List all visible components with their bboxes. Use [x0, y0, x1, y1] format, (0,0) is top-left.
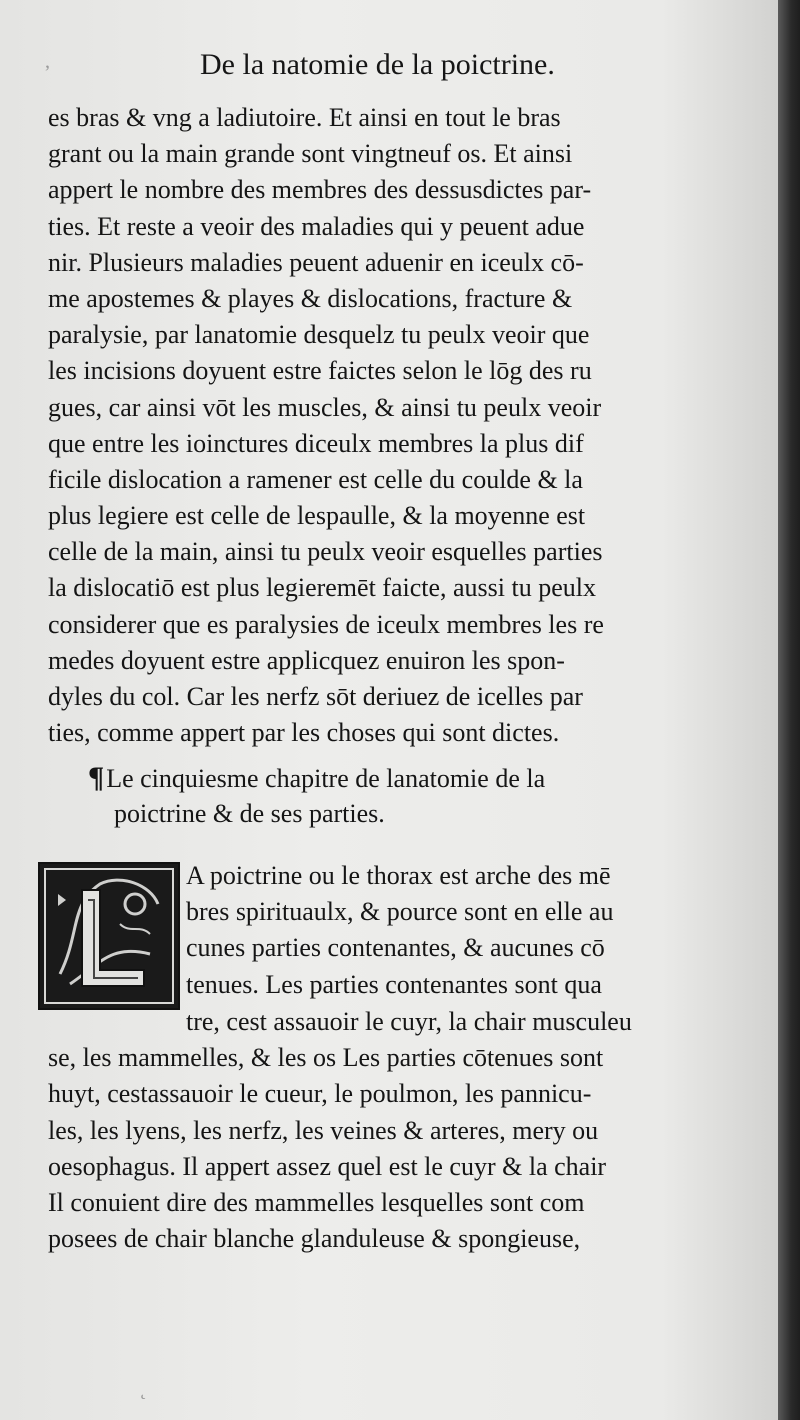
paper-mark: ʼ — [44, 62, 51, 84]
text-line: les incisions doyuent estre faictes selon le lōg des ru — [48, 356, 592, 386]
paper-mark: ˛ — [140, 1378, 147, 1400]
text-line: grant ou la main grande sont vingtneuf os. Et ainsi — [48, 139, 573, 169]
text-line: la dislocatiō est plus legieremēt faicte, aussi tu peulx — [48, 573, 597, 603]
text-line: medes doyuent estre applicquez enuiron les spon- — [48, 645, 565, 675]
text-line: me apostemes & playes & dislocations, fracture & — [48, 283, 573, 313]
text-line: celle de la main, ainsi tu peulx veoir esquelles parties — [48, 537, 603, 567]
text-line: que entre les ioinctures diceulx membres la plus dif — [48, 428, 584, 458]
text-line: Il conuient dire des mammelles lesquelles sont com — [48, 1187, 585, 1217]
chapter-heading-line-2: poictrine & de ses parties. — [114, 799, 385, 829]
text-line: les, les lyens, les nerfz, les veines & arteres, mery ou — [48, 1115, 599, 1145]
text-line: se, les mammelles, & les os Les parties cōtenues sont — [48, 1043, 604, 1073]
text-line: es bras & vng a ladiutoire. Et ainsi en tout le bras — [48, 103, 561, 132]
paragraph-2-full — [48, 1004, 738, 1257]
pilcrow-icon: ¶ — [88, 761, 105, 794]
text-line: posees de chair blanche glanduleuse & spongieuse, — [48, 1224, 581, 1254]
text-line: ficile dislocation a ramener est celle du coulde & la — [48, 464, 583, 494]
text-line: paralysie, par lanatomie desquelz tu peulx veoir que — [48, 320, 590, 350]
running-head: De la natomie de la poictrine. — [200, 48, 555, 81]
text-line: tre, cest assauoir le cuyr, la chair musculeu — [186, 1007, 632, 1036]
text-line: ties, comme appert par les choses qui sont dictes. — [48, 718, 560, 748]
chapter-heading — [88, 760, 728, 832]
text-line: plus legiere est celle de lespaulle, & la moyenne est — [48, 501, 586, 531]
text-line: tenues. Les parties contenantes sont qua — [186, 969, 602, 999]
text-line: oesophagus. Il appert assez quel est le cuyr & la chair — [48, 1151, 607, 1181]
paragraph-2-indented — [186, 858, 731, 1003]
text-line: cunes parties contenantes, & aucunes cō — [186, 933, 605, 963]
text-line: dyles du col. Car les nerfz sōt deriuez de icelles par — [48, 682, 583, 711]
text-line: nir. Plusieurs maladies peuent aduenir en iceulx cō- — [48, 247, 584, 277]
decorated-initial-L-icon — [38, 862, 180, 1010]
text-line: gues, car ainsi vōt les muscles, & ainsi tu peulx veoir — [48, 392, 602, 422]
text-line: huyt, cestassauoir le cueur, le poulmon, les pannicu- — [48, 1079, 592, 1109]
text-line: A poictrine ou le thorax est arche des mē — [186, 861, 611, 890]
chapter-heading-line-1: Le cinquiesme chapitre de lanatomie de la — [106, 764, 546, 793]
paragraph-1 — [48, 100, 738, 751]
text-line: considerer que es paralysies de iceulx membres les re — [48, 609, 604, 639]
text-line: ties. Et reste a veoir des maladies qui y peuent adue — [48, 211, 585, 241]
text-line: appert le nombre des membres des dessusdictes par- — [48, 175, 592, 205]
book-gutter-edge — [778, 0, 800, 1420]
text-line: bres spirituaulx, & pource sont en elle au — [186, 897, 614, 927]
